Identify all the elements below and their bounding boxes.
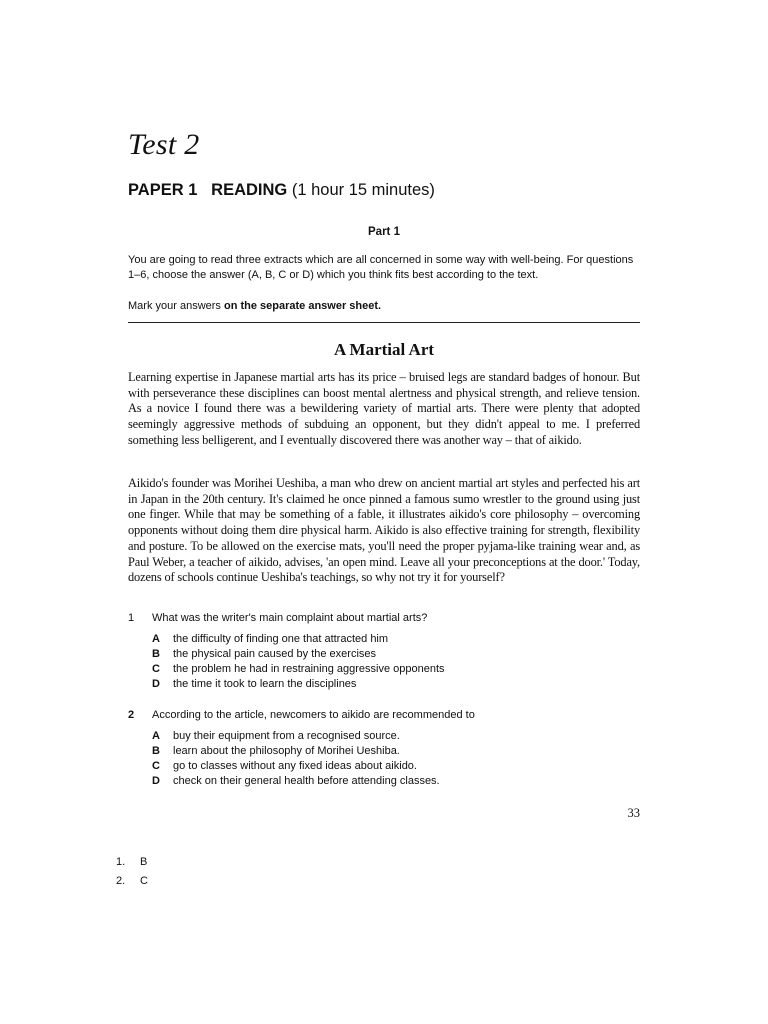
option-b [152, 745, 400, 757]
duration-label: (1 hour 15 minutes) [291, 181, 435, 199]
option-text: learn about the philosophy of Morihei Ueshiba. [173, 745, 400, 757]
option-letter: D [152, 775, 160, 787]
paper-label: PAPER 1 [128, 181, 198, 199]
option-text: the difficulty of finding one that attracted him [173, 633, 389, 645]
option-letter: D [152, 678, 160, 690]
option-b [152, 648, 376, 660]
question-1 [128, 612, 640, 697]
option-d [152, 678, 356, 690]
paper-heading [128, 181, 435, 200]
option-letter: A [152, 730, 160, 742]
question-number: 1 [128, 612, 135, 624]
option-letter: C [152, 760, 160, 772]
answer-value: B [140, 856, 148, 868]
answer-item [116, 853, 148, 872]
option-text: go to classes without any fixed ideas about aikido. [173, 760, 417, 772]
test-title: Test 2 [128, 128, 200, 161]
question-number: 2 [128, 709, 135, 721]
instructions-text: You are going to read three extracts which are all concerned in some way with well-being. For questions 1–6, choose the answer (A, B, C or D) which you think fits best according to the text. [128, 254, 634, 281]
question-text: What was the writer's main complaint about martial arts? [152, 612, 428, 624]
mark-answers-bold: on the separate answer sheet. [223, 300, 382, 312]
section-label: READING [211, 181, 288, 199]
article-paragraph: Learning expertise in Japanese martial arts has its price – bruised legs are standard badges of honour. But with perseverance these disciplines can boost mental alertness and physical strength, and relieve tension. As a novice I found there was a bewildering variety of martial arts. There were plenty that adopted seemingly aggressive methods of subduing an opponent, but they didn't appeal to me. I preferred something less belligerent, and I eventually discovered there was another way – that of aikido. [128, 370, 640, 447]
option-text: check on their general health before attending classes. [173, 775, 440, 787]
option-letter: C [152, 663, 160, 675]
option-a [152, 633, 388, 645]
answer-list [116, 853, 148, 891]
answer-value: C [140, 875, 148, 887]
question-text: According to the article, newcomers to aikido are recommended to [152, 709, 475, 721]
option-text: buy their equipment from a recognised source. [173, 730, 400, 742]
option-letter: B [152, 648, 160, 660]
part-label: Part 1 [368, 226, 400, 238]
answer-item [116, 872, 148, 891]
answer-number: 2. [116, 875, 126, 887]
question-2 [128, 709, 640, 794]
option-text: the problem he had in restraining aggressive opponents [173, 663, 445, 675]
article-paragraph: Aikido's founder was Morihei Ueshiba, a man who drew on ancient martial art styles and perfected his art in Japan in the 20th century. It's claimed he once pinned a famous sumo wrestler to the ground using just one finger. While that may be something of a fable, it illustrates aikido's core philosophy – overcoming opponents without doing them dire physical harm. Aikido is also effective training for strength, flexibility and posture. To be allowed on the exercise mats, you'll need the proper pyjama-like training wear and, as Paul Weber, a teacher of aikido, advises, 'an open mind. Leave all your preconceptions at the door.' Today, dozens of schools continue Ueshiba's teachings, so why not try it for yourself? [128, 476, 640, 585]
option-d [152, 775, 440, 787]
mark-answers-prefix: Mark your answers [128, 300, 224, 312]
mark-answers-line [128, 300, 381, 312]
option-text: the time it took to learn the disciplines [173, 678, 357, 690]
option-c [152, 760, 417, 772]
option-letter: A [152, 633, 160, 645]
option-a [152, 730, 400, 742]
option-letter: B [152, 745, 160, 757]
section-divider [128, 322, 640, 323]
answer-number: 1. [116, 856, 126, 868]
option-text: the physical pain caused by the exercises [173, 648, 377, 660]
page-number: 33 [627, 806, 640, 820]
article-title: A Martial Art [333, 340, 435, 359]
option-c [152, 663, 445, 675]
